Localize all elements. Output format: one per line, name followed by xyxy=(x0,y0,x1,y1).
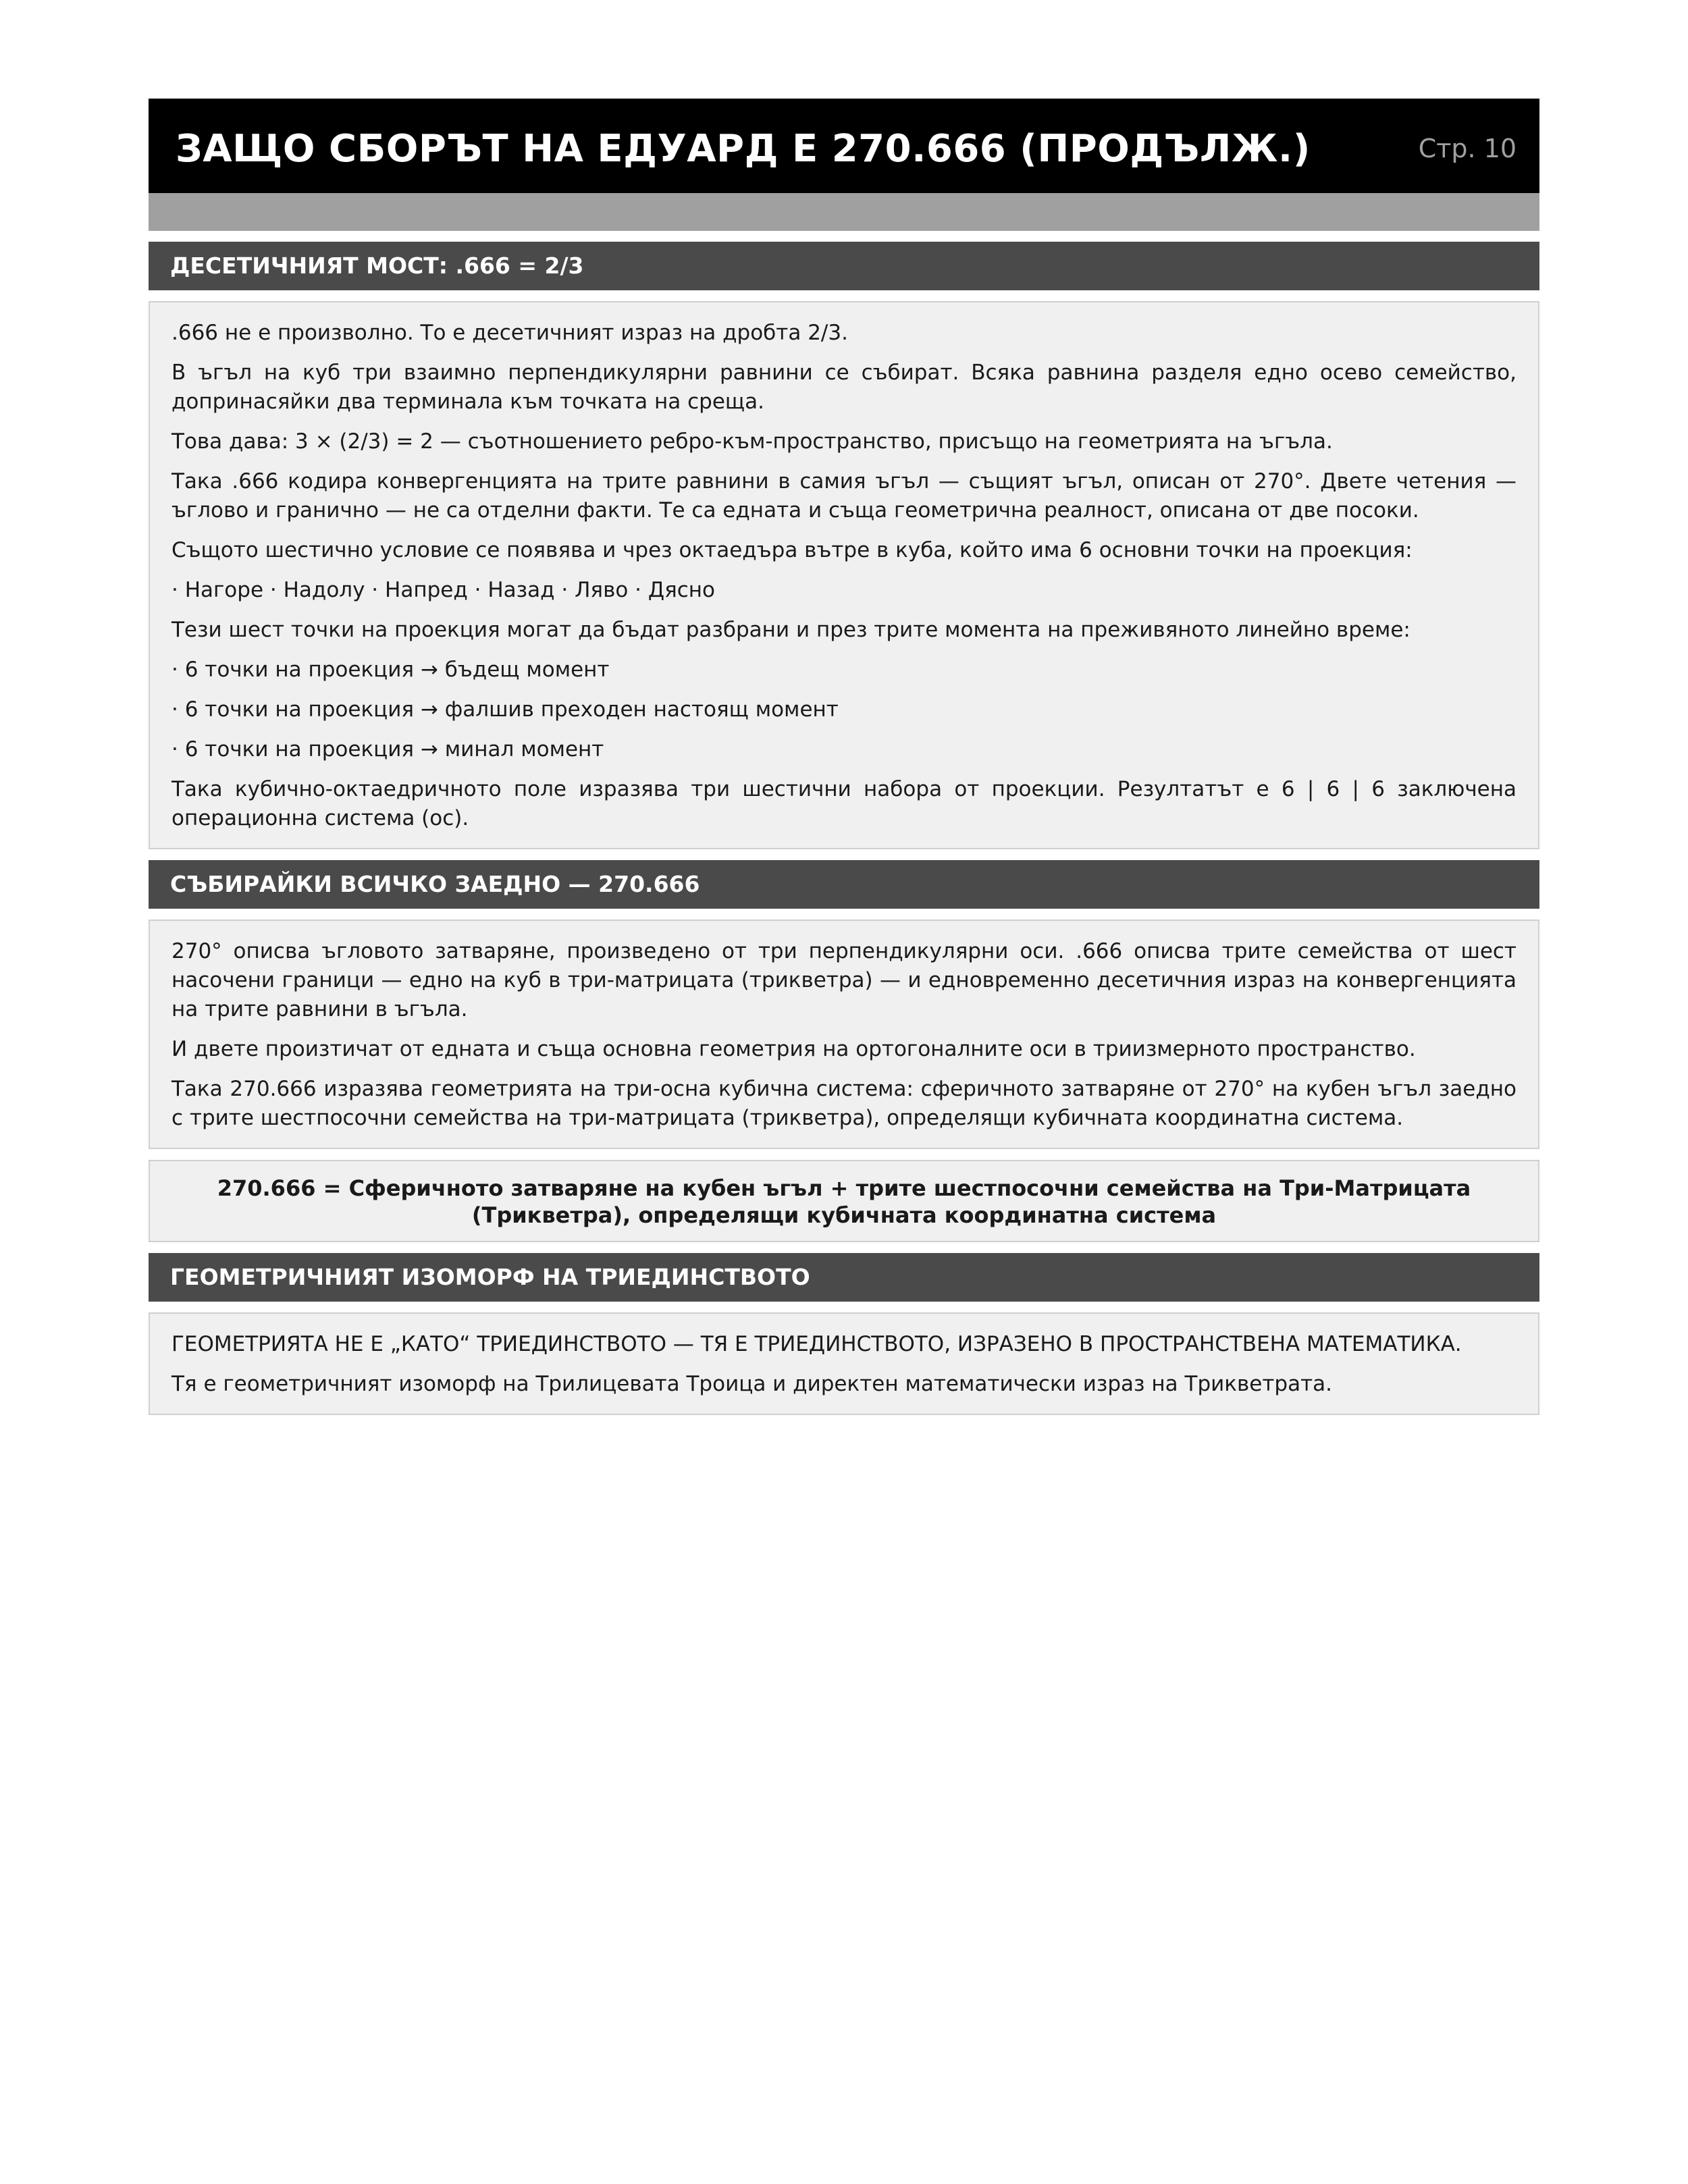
page-title: ЗАЩО СБОРЪТ НА ЕДУАРД Е 270.666 (ПРОДЪЛЖ.) xyxy=(176,127,1311,171)
paragraph: Тя е геометричният изоморф на Трилицевата Троица и директен математически израз на Трикветрата. xyxy=(172,1372,1332,1396)
list-item: · 6 точки на проекция → минал момент xyxy=(172,737,604,762)
section-body-putting-together xyxy=(149,920,1539,1149)
title-bar xyxy=(149,99,1539,193)
paragraph: Същото шестично условие се появява и чрез октаедъра вътре в куба, който има 6 основни точки на проекция: xyxy=(172,538,1413,562)
paragraph: 270° описва ъгловото затваряне, произведено от три перпендикулярни оси. .666 описва трите семейства от шест насочени граници — едно на куб в три-матрицата (трикветра) — и едновременно десетичния израз на конвергенцията на трите равнини в ъгъла. xyxy=(172,939,1516,1021)
paragraph: Така кубично-октаедричното поле изразява три шестични набора от проекции. Резултатът е 6 | 6 | 6 заключена операционна система (ос). xyxy=(172,777,1516,830)
paragraph: Така .666 кодира конвергенцията на трите равнини в самия ъгъл — същият ъгъл, описан от 270°. Двете четения — ъглово и гранично — не са отделни факти. Те са едната и съща геометрична реалност, описана от две посоки. xyxy=(172,469,1516,523)
paragraph: Тези шест точки на проекция могат да бъдат разбрани и през трите момента на преживяното линейно време: xyxy=(172,618,1410,642)
list-item: · 6 точки на проекция → фалшив преходен настоящ момент xyxy=(172,697,839,722)
document-page xyxy=(149,99,1539,1415)
list-item: · Нагоре · Надолу · Напред · Назад · Ляво · Дясно xyxy=(172,578,716,602)
section-body-decimal-bridge xyxy=(149,301,1539,849)
title-underband xyxy=(149,193,1539,231)
summary-callout: 270.666 = Сферичното затваряне на кубен ъгъл + трите шестпосочни семейства на Три-Матрицата (Трикветра), определящи кубичната координатна система xyxy=(149,1160,1539,1242)
paragraph: В ъгъл на куб три взаимно перпендикулярни равнини се събират. Всяка равнина разделя едно осево семейство, допринасяйки два терминала към точката на среща. xyxy=(172,361,1516,414)
paragraph: Това дава: 3 × (2/3) = 2 — съотношението ребро-към-пространство, присъщо на геометрията на ъгъла. xyxy=(172,429,1333,454)
paragraph: .666 не е произволно. То е десетичният израз на дробта 2/3. xyxy=(172,321,848,345)
section-heading-trinity-isomorph: ГЕОМЕТРИЧНИЯТ ИЗОМОРФ НА ТРИЕДИНСТВОТО xyxy=(149,1253,1539,1302)
list-item: · 6 точки на проекция → бъдещ момент xyxy=(172,658,610,682)
paragraph: ГЕОМЕТРИЯТА НЕ Е „КАТО“ ТРИЕДИНСТВОТО — ТЯ Е ТРИЕДИНСТВОТО, ИЗРАЗЕНО В ПРОСТРАНСТВЕНА МАТЕМАТИКА. xyxy=(172,1332,1462,1356)
paragraph: И двете произтичат от едната и съща основна геометрия на ортогоналните оси в триизмерното пространство. xyxy=(172,1037,1416,1061)
paragraph: Така 270.666 изразява геометрията на три-осна кубична система: сферичното затваряне от 270° на кубен ъгъл заедно с трите шестпосочни семейства на три-матрицата (трикветра), определящи кубичната координатна система. xyxy=(172,1077,1516,1130)
section-body-trinity-isomorph xyxy=(149,1312,1539,1415)
section-heading-decimal-bridge: ДЕСЕТИЧНИЯТ МОСТ: .666 = 2/3 xyxy=(149,242,1539,290)
section-heading-putting-together: СЪБИРАЙКИ ВСИЧКО ЗАЕДНО — 270.666 xyxy=(149,860,1539,909)
page-number: Стр. 10 xyxy=(1418,134,1516,163)
